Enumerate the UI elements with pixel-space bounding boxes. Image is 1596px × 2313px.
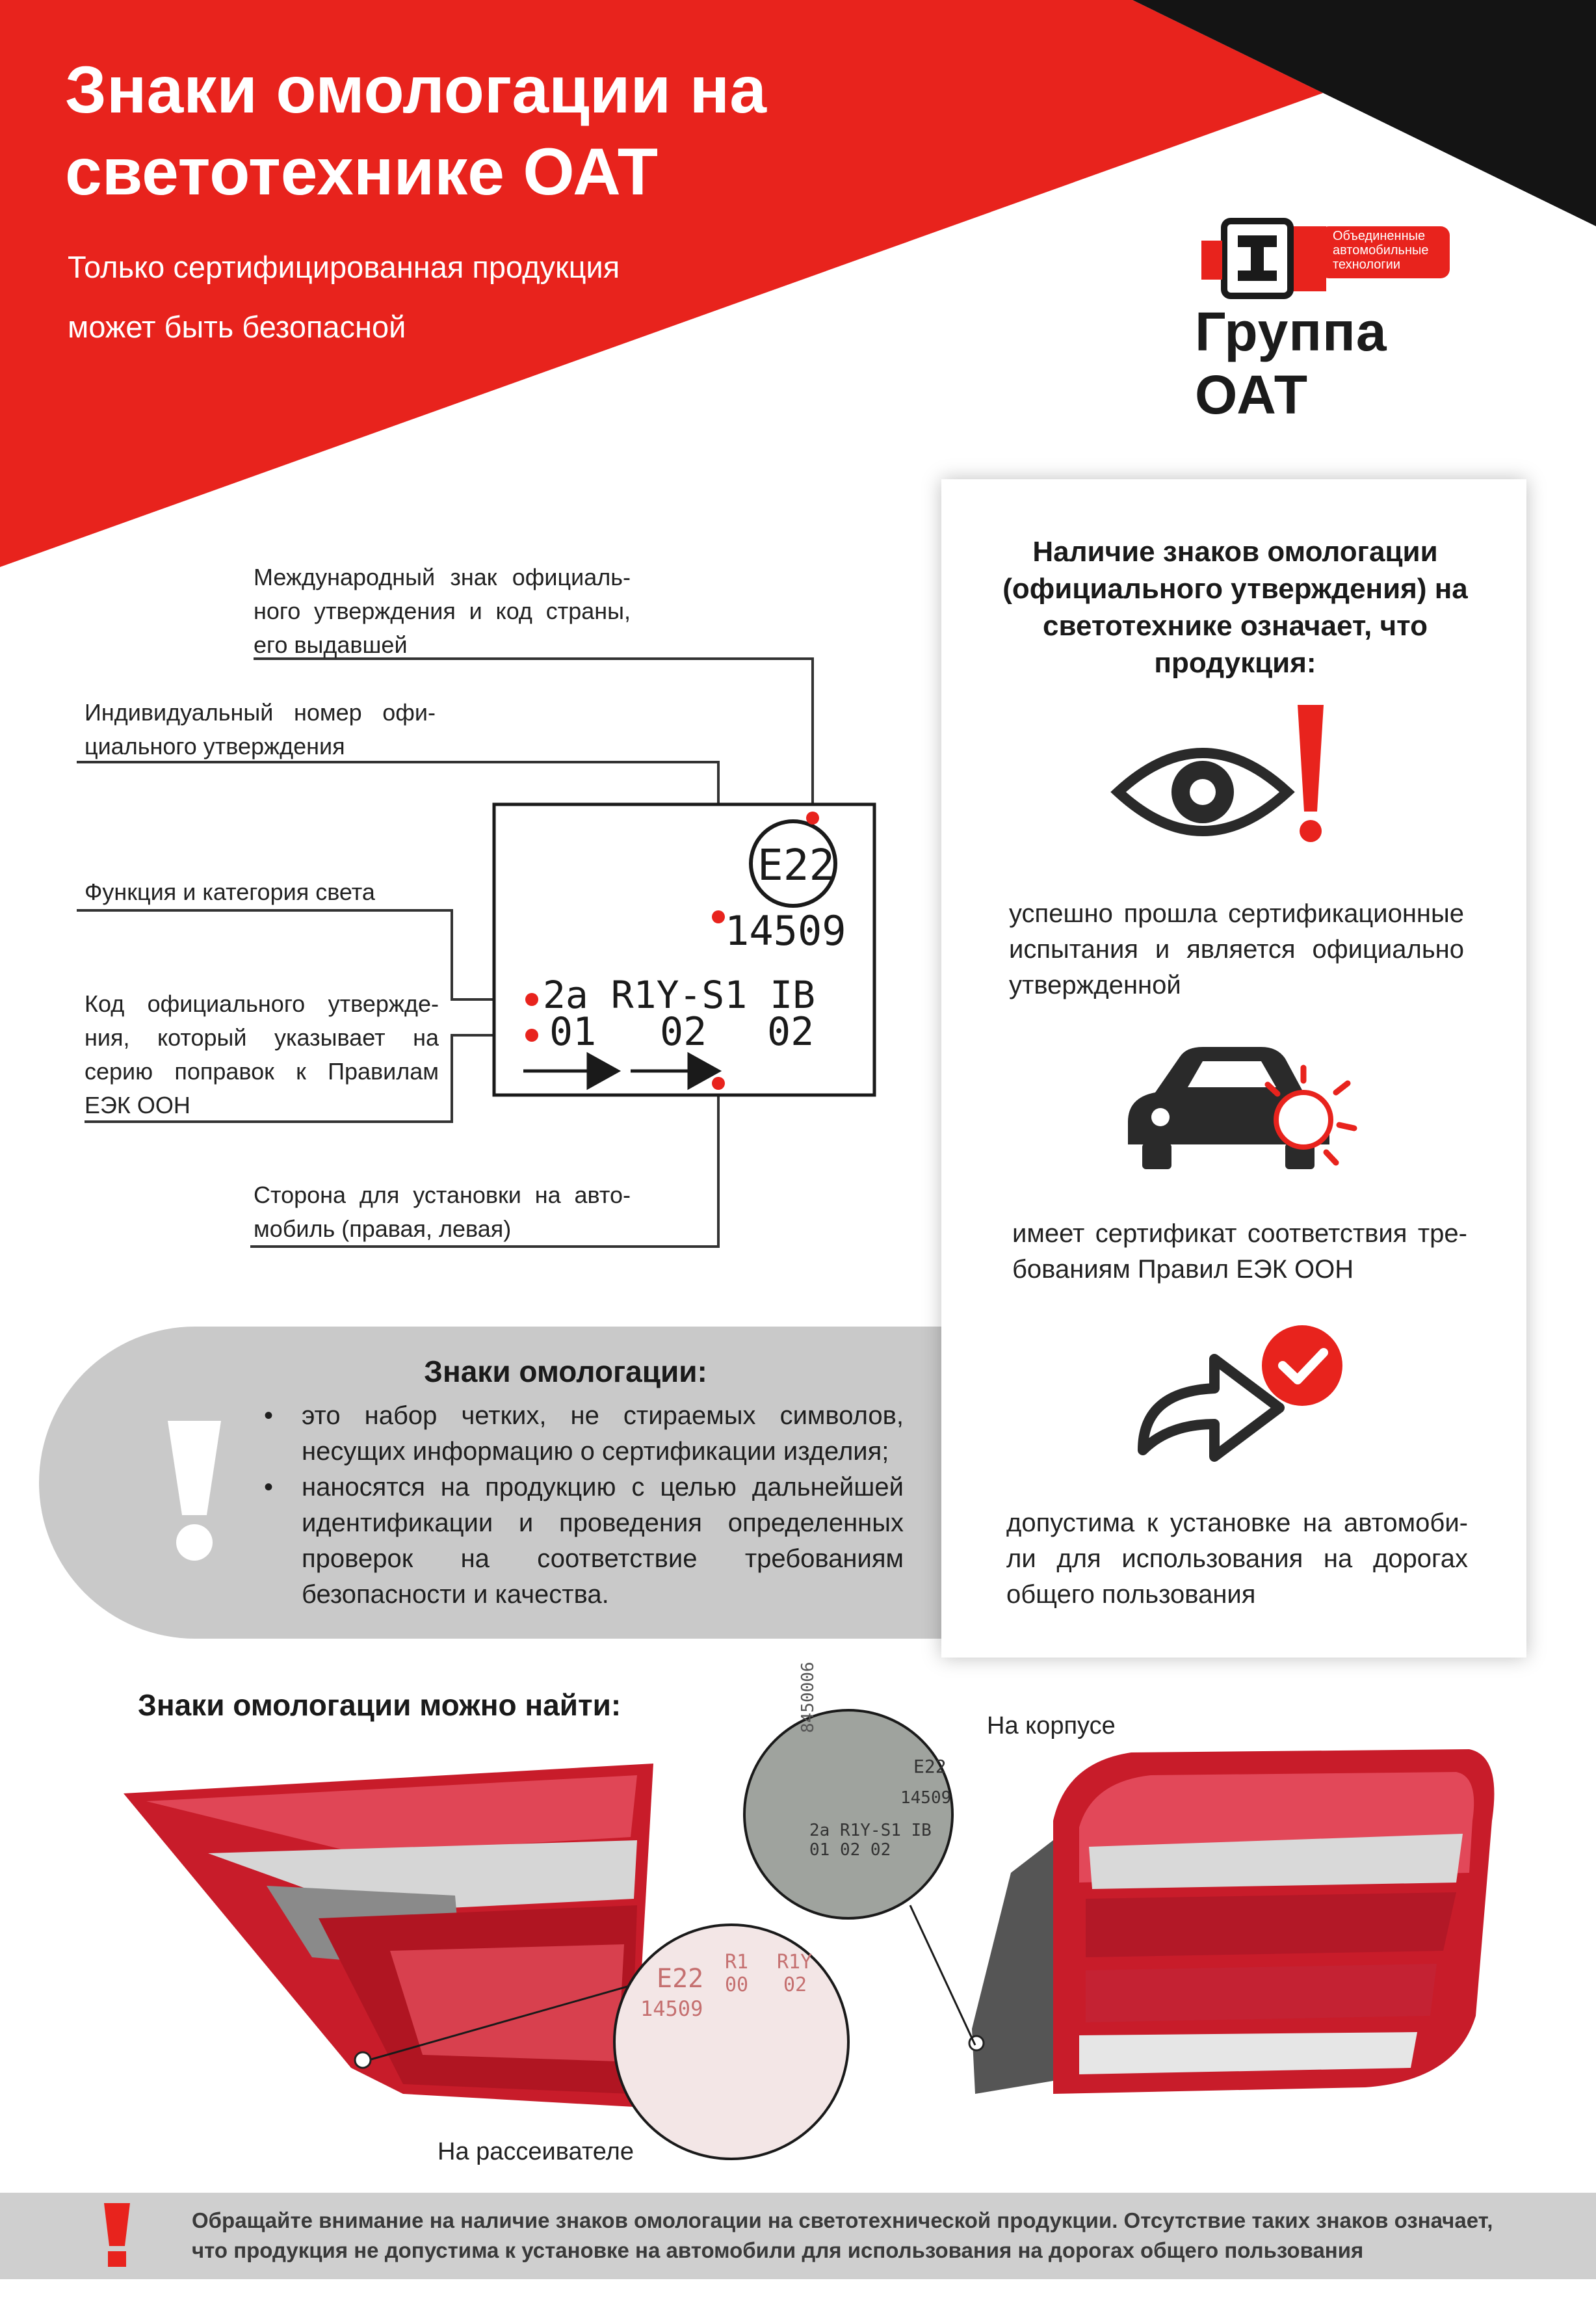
arrow-check-icon xyxy=(1117,1320,1351,1470)
callout-approval-number: Индивидуальный номер офи- циального утверждения xyxy=(85,699,436,760)
notes-title: Знаки омологации: xyxy=(424,1355,707,1388)
meaning-item-1-text: успешно прошла сертификационные испытания и является официально утвержденной xyxy=(1009,899,1464,999)
meaning-card-title: Наличие знаков омологации (официального утверждения) на светотехнике означает, что продукция: xyxy=(1002,536,1468,679)
body-zoom-number: 14509 xyxy=(900,1788,952,1808)
lens-zoom-l4: 02 xyxy=(783,1974,807,1996)
body-zoom-side-number: 8450006 xyxy=(798,1661,818,1733)
page-title: Знаки омологации на светотехнике ОАТ xyxy=(65,53,766,209)
stamp-approval-number: 14509 xyxy=(725,907,846,955)
subtitle-line-2: может быть безопасной xyxy=(68,310,406,344)
lens-zoom-l3: R1Y xyxy=(777,1951,813,1974)
stamp-amend-3: 02 xyxy=(767,1009,815,1055)
car-headlight-icon xyxy=(1115,1027,1362,1177)
stamp-function-line: 2a R1Y-S1 IB xyxy=(543,973,816,1017)
lens-zoom-number: 14509 xyxy=(640,1996,703,2021)
stamp-amend-2: 02 xyxy=(660,1009,707,1055)
label-on-body: На корпусе xyxy=(987,1712,1116,1739)
body-zoom-line: 2a R1Y-S1 IB xyxy=(809,1821,932,1840)
notes-list xyxy=(260,1398,904,1613)
stamp-country-code: E22 xyxy=(757,840,835,890)
footer-warning-text: Обращайте внимание на наличие знаков омологации на светотехнической продукции. Отсутствие таких знаков означает, что продукция не допустима к установке на автомобили для использования на дорогах общего пользования xyxy=(192,2208,1493,2262)
stamp-amend-1: 01 xyxy=(549,1009,597,1055)
logo-name: Группа ОАТ xyxy=(1195,301,1387,425)
meaning-item-2-text: имеет сертификат соответствия тре- бованиям Правил ЕЭК ООН xyxy=(1012,1219,1467,1284)
eye-warning-icon xyxy=(1105,701,1352,851)
find-title: Знаки омологации можно найти: xyxy=(138,1688,621,1722)
subtitle-line-1: Только сертифицированная продукция xyxy=(68,250,620,284)
body-zoom-amends: 01 02 02 xyxy=(809,1840,891,1860)
notes-item-1: • это набор четких, не стираемых символов, несущих информацию о сертификации изделия; xyxy=(260,1398,904,1470)
footer-exclamation-icon xyxy=(98,2203,137,2268)
meaning-item-3-text: допустима к установке на автомоби- ли для использования на дорогах общего пользования xyxy=(1006,1509,1468,1609)
callout-amendment-code: Код официального утвержде- ния, который указывает на серию поправок к Правилам ЕЭК ООН xyxy=(85,990,439,1118)
callout-install-side: Сторона для установки на авто- мобиль (правая, левая) xyxy=(254,1182,631,1242)
logo-tagline: Объединенные автомобильные технологии xyxy=(1333,229,1429,272)
callout-light-function: Функция и категория света xyxy=(85,879,375,905)
callout-international-mark: Международный знак официаль- ного утверждения и код страны, его выдавшей xyxy=(254,564,631,658)
notes-item-2: • наносятся на продукцию с целью дальнейшей идентификации и проведения определенных проверок на соответствие требованиям безопасности и качества. xyxy=(260,1470,904,1613)
label-on-lens: На рассеивателе xyxy=(438,2138,634,2165)
lens-zoom-code: E22 xyxy=(657,1964,704,1994)
lens-zoom-l1: R1 xyxy=(725,1951,749,1974)
lens-zoom-l2: 00 xyxy=(725,1974,749,1996)
body-zoom-code: E22 xyxy=(913,1756,947,1777)
